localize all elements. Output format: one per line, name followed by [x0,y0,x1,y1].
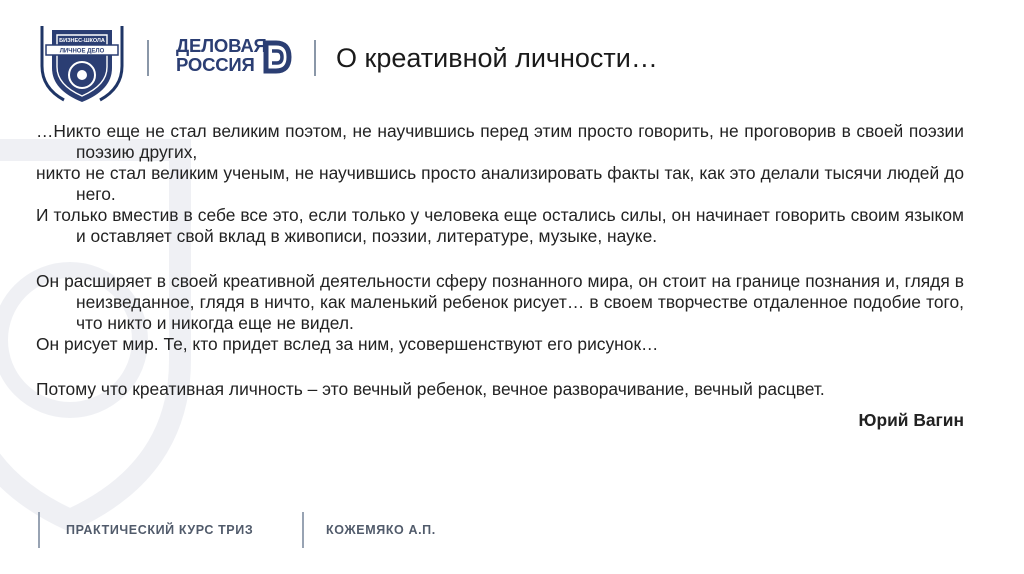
crest-band-text: ЛИЧНОЕ ДЕЛО [59,48,105,55]
business-school-crest-logo [36,18,128,104]
quote-paragraph-2: никто не стал великим ученым, не научившись просто анализировать факты так, как это делали тысячи людей до него. [36,163,964,204]
header-divider [147,40,149,76]
quote-body [36,121,964,431]
header-divider-2 [314,40,316,76]
brand-wordmark [176,36,267,74]
brand-line2: РОССИЯ [176,54,255,75]
quote-author: Юрий Вагин [858,410,964,430]
quote-paragraph-5: Он рисует мир. Те, кто придет вслед за ним, усовершенствуют его рисунок… [36,334,659,354]
quote-paragraph-1: …Никто еще не стал великим поэтом, не научившись перед этим просто говорить, не проговорив в своей поэзии поэзию других, [36,121,964,162]
quote-paragraph-3: И только вместив в себе все это, если только у человека еще остались силы, он начинает говорить своим языком и оставляет свой вклад в живописи, поэзии, литературе, музыке, науке. [36,205,964,246]
footer-divider-2 [302,512,304,548]
footer-author: КОЖЕМЯКО А.П. [326,523,436,537]
crest-top-text: БИЗНЕС-ШКОЛА [59,38,105,44]
brand-line1: ДЕЛОВАЯ [176,35,267,56]
page-title: О креативной личности… [336,43,658,73]
quote-paragraph-4: Он расширяет в своей креативной деятельности сферу познанного мира, он стоит на границе познания и, глядя в неизведанное, глядя в ничто, как маленький ребенок рисует… в своем творчестве отдаленное подобие того, что никто и никогда еще не видел. [36,271,964,333]
footer-divider [38,512,40,548]
quote-paragraph-6: Потому что креативная личность – это вечный ребенок, вечное разворачивание, вечный расцвет. [36,379,825,399]
footer-course-title: ПРАКТИЧЕСКИЙ КУРС ТРИЗ [66,523,254,537]
paragraph-gap [36,355,964,379]
paragraph-gap [36,247,964,271]
brand-d-mark-icon [262,39,292,75]
delovaya-rossiya-logo [176,36,296,82]
